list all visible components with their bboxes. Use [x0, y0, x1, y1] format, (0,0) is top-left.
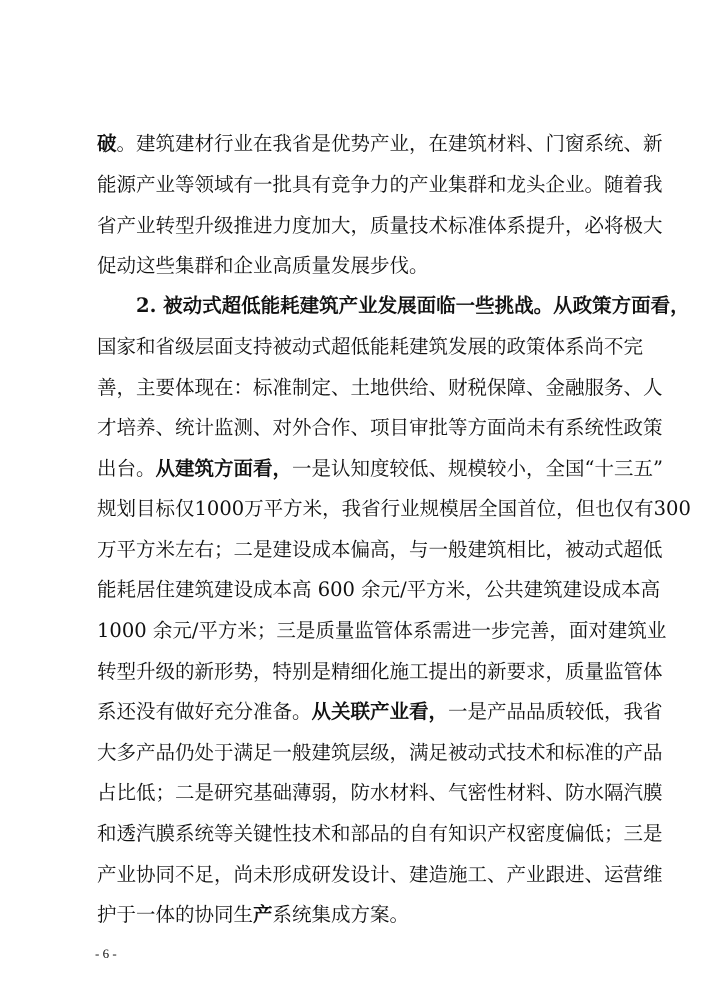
paragraph-2-line-8: 能耗居住建筑建设成本高 600 余元/平方米，公共建筑建设成本高 [97, 578, 661, 601]
text-run: 。建筑建材行业在我省是优势产业，在建筑材料、门窗系统、新 [116, 132, 663, 155]
paragraph-1-line-3: 省产业转型升级推进力度加大，质量技术标准体系提升，必将极大 [97, 214, 663, 237]
text-run: 一是认知度较低、规模较小，全国“十三五” [292, 457, 663, 480]
text-run: 出台。 [97, 457, 156, 480]
paragraph-1-line-4: 促动这些集群和企业高质量发展步伐。 [97, 254, 429, 277]
paragraph-2-line-7: 万平方米左右；二是建设成本偏高，与一般建筑相比，被动式超低 [97, 538, 663, 561]
paragraph-2-line-3: 善，主要体现在：标准制定、土地供给、财税保障、金融服务、人 [97, 376, 663, 399]
paragraph-2-line-2: 国家和省级层面支持被动式超低能耗建筑发展的政策体系尚不完 [97, 335, 644, 358]
bold-text: 破 [97, 132, 117, 155]
page-number: - 6 - [95, 946, 117, 961]
paragraph-2-line-9: 1000 余元/平方米；三是质量监管体系需进一步完善，面对建筑业 [97, 619, 667, 642]
paragraph-2-line-10: 转型升级的新形势，特别是精细化施工提出的新要求，质量监管体 [97, 660, 663, 683]
bold-text: 从关联产业看， [311, 700, 449, 723]
text-run: 系统集成方案。 [272, 903, 410, 926]
text-run: 系还没有做好充分准备。 [97, 700, 312, 723]
text-run: 护于一体的协同生 [97, 903, 254, 926]
paragraph-2-heading: 2. 被动式超低能耗建筑产业发展面临一些挑战。从政策方面看， [136, 294, 690, 317]
text-run: 一是产品品质较低，我省 [448, 700, 663, 723]
paragraph-2-line-6: 规划目标仅1000万平方米，我省行业规模居全国首位，但也仅有300 [97, 497, 691, 520]
paragraph-2-line-14: 和透汽膜系统等关键性技术和部品的自有知识产权密度偏低；三是 [97, 822, 663, 845]
paragraph-2-line-12: 大多产品仍处于满足一般建筑层级，满足被动式技术和标准的产品 [97, 741, 663, 764]
bold-text: 从建筑方面看， [155, 457, 293, 480]
paragraph-2-line-11 [97, 696, 663, 728]
paragraph-2-line-13: 占比低；二是研究基础薄弱，防水材料、气密性材料、防水隔汽膜 [97, 781, 663, 804]
paragraph-2-line-16 [97, 899, 640, 931]
paragraph-2-line-15: 产业协同不足，尚未形成研发设计、建造施工、产业跟进、运营维 [97, 863, 663, 886]
paragraph-1-line-2: 能源产业等领域有一批具有竞争力的产业集群和龙头企业。随着我 [97, 173, 663, 196]
bold-text: 产 [253, 903, 273, 926]
paragraph-2-line-5 [97, 453, 663, 485]
paragraph-2-line-4: 才培养、统计监测、对外合作、项目审批等方面尚未有系统性政策 [97, 416, 663, 439]
paragraph-1-line-1 [97, 128, 663, 160]
